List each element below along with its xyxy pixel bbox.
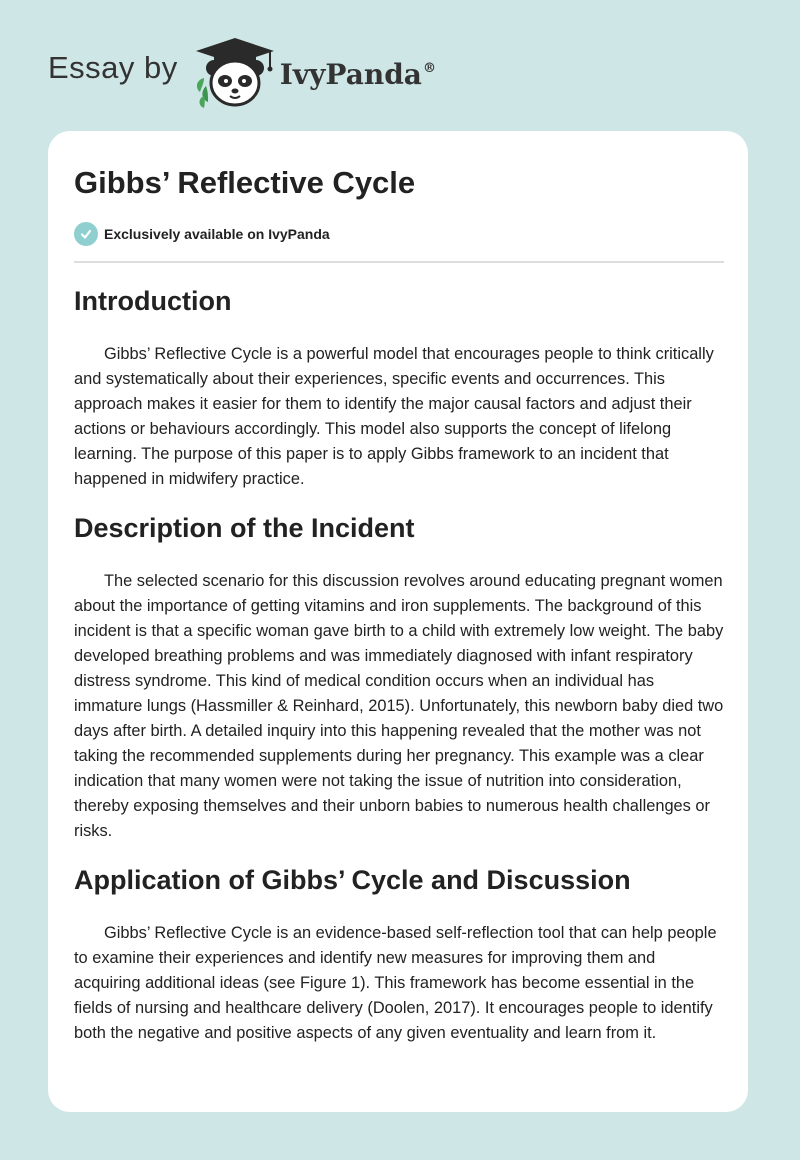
panda-logo-icon [192,36,278,108]
brand-name [280,58,436,91]
exclusive-badge [74,222,330,246]
section-heading-introduction: Introduction [74,286,232,316]
section-heading-application: Application of Gibbs’ Cycle and Discussion [74,865,631,895]
exclusive-badge-text: Exclusively available on IvyPanda [104,226,330,242]
section-paragraph-application: Gibbs’ Reflective Cycle is an evidence-based self-reflection tool that can help people to examine their experiences and identify new measures for improving them and acquiring additional ideas (see Figure 1). This framework has become essential in the fields of nursing and healthcare delivery (Doolen, 2017). It encourages people to identify both the negative and positive aspects of any given eventuality and learn from it. [74,924,717,1042]
section-paragraph-introduction: Gibbs’ Reflective Cycle is a powerful model that encourages people to think critically and systematically about their experiences, specific events and occurrences. This approach makes it easier for them to identify the major causal factors and adjust their actions or behaviours accordingly. This model also supports the concept of lifelong learning. The purpose of this paper is to apply Gibbs framework to an incident that happened in midwifery practice. [74,345,714,488]
title-divider [74,261,724,263]
section-paragraph-description: The selected scenario for this discussion revolves around educating pregnant women about the importance of getting vitamins and iron supplements. The background of this incident is that a specific woman gave birth to a child with extremely low weight. The baby developed breathing problems and was immediately diagnosed with infant respiratory distress syndrome. This kind of medical condition occurs when an individual has immature lungs (Hassmiller & Reinhard, 2015). Unfortunately, this newborn baby died two days after birth. A detailed inquiry into this happening revealed that the mother was not taking the recommended supplements during her pregnancy. This example was a clear indication that many women were not taking the issue of nutrition into consideration, thereby exposing themselves and their unborn babies to numerous health challenges or risks. [74,572,724,840]
brand-name-text: IvyPanda [279,57,422,91]
check-icon [74,222,98,246]
page-title: Gibbs’ Reflective Cycle [74,165,416,200]
article-card [48,131,748,1112]
section-heading-description: Description of the Incident [74,513,415,543]
registered-mark: ® [422,60,436,76]
brand-prefix: Essay by [48,50,178,85]
brand-logo-bar[interactable] [48,36,436,108]
